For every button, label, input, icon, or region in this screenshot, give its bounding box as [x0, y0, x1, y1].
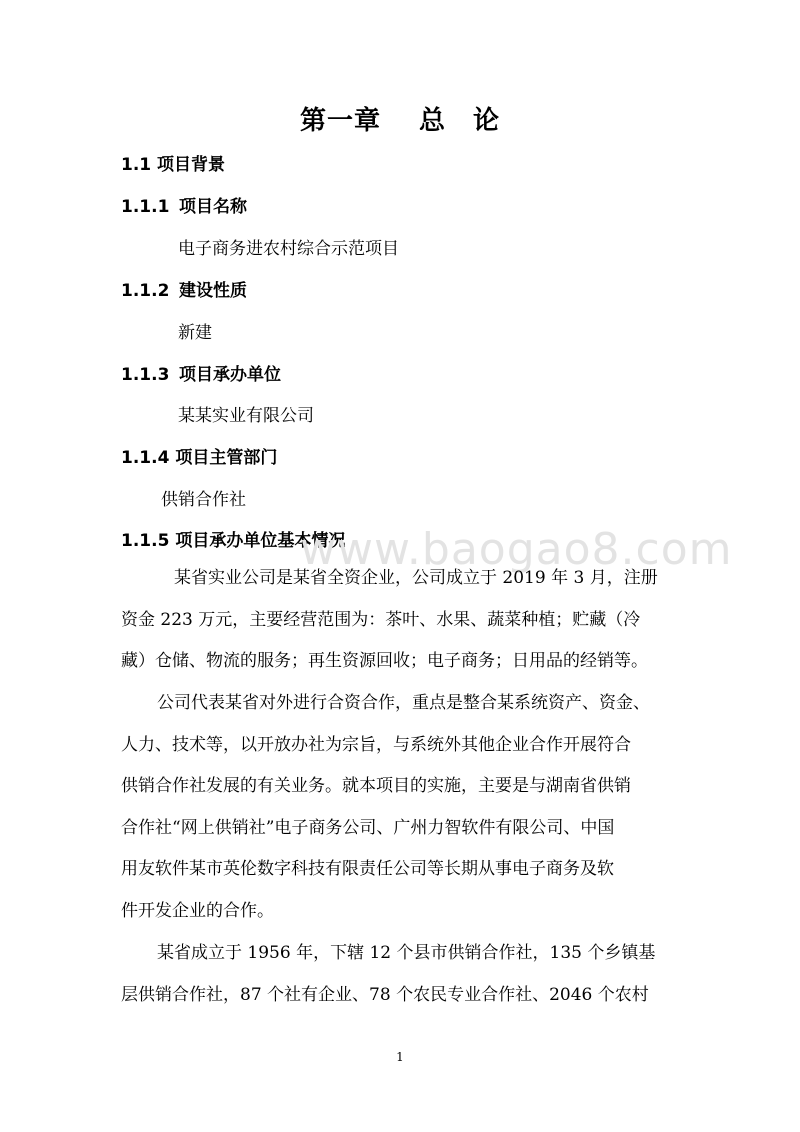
paragraph-line: 合作社“网上供销社”电子商务公司、广州力智软件有限公司、中国: [121, 817, 615, 838]
section-heading-1-1-3: [121, 360, 281, 385]
paragraph-line: 用友软件某市英伦数字科技有限责任公司等长期从事电子商务及软: [121, 859, 614, 879]
paragraph-line: 某省实业公司是某省全资企业，公司成立于 2019 年 3 月，注册: [157, 568, 658, 588]
watermark: www.baogao8.com: [300, 524, 733, 575]
paragraph-line: 资金 223 万元，主要经营范围为：茶叶、水果、蔬菜种植；贮藏（冷: [121, 609, 641, 630]
construction-nature-text: 新建: [178, 323, 212, 343]
paragraph-line: 某省成立于 1956 年，下辖 12 个县市供销合作社，135 个乡镇基: [157, 943, 656, 963]
section-number: 1.1.1: [121, 197, 170, 217]
project-name-text: 电子商务进农村综合示范项目: [178, 239, 399, 259]
paragraph-line: 层供销合作社，87 个社有企业、78 个农民专业合作社、2046 个农村: [121, 984, 649, 1005]
paragraph-line: 供销合作社发展的有关业务。就本项目的实施，主要是与湖南省供销: [121, 776, 631, 796]
section-heading-1-1-5: 1.1.5 项目承办单位基本情况: [121, 531, 346, 551]
paragraph-line: 件开发企业的合作。: [121, 900, 274, 921]
section-heading-1-1-1: [121, 192, 247, 217]
chapter-number: 第一章: [299, 106, 381, 136]
paragraph-province-overview: [121, 933, 681, 1016]
paragraph-company-intro: [121, 558, 681, 683]
paragraph-cooperation: [121, 683, 681, 932]
section-heading-1-1-2: [121, 276, 247, 301]
paragraph-line: 公司代表某省对外进行合资合作，重点是整合某系统资产、资金、: [157, 693, 650, 713]
section-heading-1-1: 1.1 项目背景: [121, 155, 226, 175]
undertaking-unit-text: 某某实业有限公司: [178, 406, 314, 426]
chapter-title: [0, 100, 800, 137]
section-title: 建设性质: [179, 281, 247, 301]
section-number: 1.1.2: [121, 281, 170, 301]
section-number: 1.1.3: [121, 365, 170, 385]
section-heading-1-1-4: 1.1.4 项目主管部门: [121, 448, 278, 468]
supervising-dept-text: 供销合作社: [161, 490, 246, 510]
paragraph-line: 藏）仓储、物流的服务；再生资源回收；电子商务；日用品的经销等。: [121, 651, 648, 671]
section-title: 项目承办单位: [179, 365, 281, 385]
chapter-name: 总 论: [419, 106, 501, 136]
page-number: 1: [396, 1050, 404, 1064]
paragraph-line: 人力、技术等，以开放办社为宗旨，与系统外其他企业合作开展符合: [121, 734, 631, 755]
section-title: 项目名称: [179, 197, 247, 217]
